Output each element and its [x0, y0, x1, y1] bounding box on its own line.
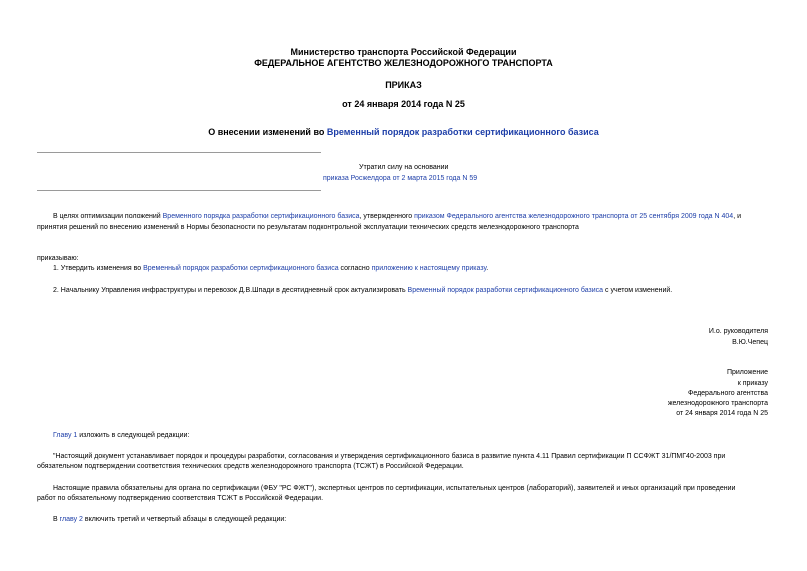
status-note-text: Утратил силу на основании	[359, 164, 449, 171]
divider-top	[37, 152, 321, 153]
order-word: приказываю:	[37, 255, 79, 262]
appendix-line-5: от 24 января 2014 года N 25	[676, 410, 768, 417]
divider-bottom	[37, 190, 321, 191]
signature-position: И.о. руководителя	[708, 328, 768, 335]
preamble-line2: принятия решений по внесению изменений в Нормы безопасности по результатам подконтрольной эксплуатации технических средств железнодорожного транспорта	[37, 224, 579, 231]
preamble-line1	[53, 213, 741, 220]
chapter1-text: изложить в следующей редакции:	[77, 432, 190, 439]
appendix-link[interactable]: приложению к настоящему приказу	[371, 265, 487, 272]
order-item-2	[53, 287, 672, 294]
item2-text-a: 2. Начальнику Управления инфраструктуры и перевозок Д.В.Шпади в десятидневный срок актуализировать	[53, 287, 408, 294]
signature-name: В.Ю.Чепец	[732, 339, 768, 346]
item1-procedure-link[interactable]: Временный порядок разработки сертификационного базиса	[143, 265, 339, 272]
chapter2-text-b: включить третий и четвертый абзацы в следующей редакции:	[82, 516, 287, 523]
temporary-procedure-link[interactable]: Временного порядка разработки сертификационного базиса	[162, 213, 360, 220]
appendix-line-3: Федерального агентства	[688, 390, 768, 397]
chapter2-text-a: В	[53, 516, 60, 523]
quote1-line2: обязательном подтверждении соответствия технических средств железнодорожного транспорта (ТСЖТ) в Российской Федерации.	[37, 463, 464, 470]
agency-name: ФЕДЕРАЛЬНОЕ АГЕНТСТВО ЖЕЛЕЗНОДОРОЖНОГО ТРАНСПОРТА	[254, 58, 553, 68]
preamble-text-b: , утвержденного	[359, 213, 415, 220]
chapter2-instruction	[53, 516, 286, 523]
title-prefix: О внесении изменений во	[208, 127, 327, 137]
repeal-order-link[interactable]: приказа Росжелдора от 2 марта 2015 года N 59	[323, 175, 478, 182]
item1-text-c: .	[486, 265, 489, 272]
chapter1-instruction	[53, 432, 189, 439]
order-item-1	[53, 265, 488, 272]
item2-procedure-link[interactable]: Временный порядок разработки сертификационного базиса	[407, 287, 604, 294]
order-404-link[interactable]: приказом Федерального агентства железнодорожного транспорта от 25 сентября 2009 года N 404	[414, 213, 734, 220]
item1-text-b: согласно	[338, 265, 372, 272]
appendix-line-2: к приказу	[737, 380, 768, 387]
chapter1-link[interactable]: Главу 1	[53, 432, 78, 439]
chapter2-link[interactable]: главу 2	[59, 516, 83, 523]
document-date: от 24 января 2014 года N 25	[342, 99, 465, 109]
appendix-line-1: Приложение	[726, 369, 768, 376]
quote1-line1: "Настоящий документ устанавливает порядок и процедуры разработки, согласования и утверждения сертификационного базиса в развитие пункта 4.11 Правил сертификации П ССФЖТ 31/ПМГ40-2003 при	[53, 453, 726, 460]
quote2-line2: работ по обязательному подтверждению соответствия ТСЖТ в Российской Федерации.	[37, 495, 324, 502]
preamble-text-a: В целях оптимизации положений	[53, 213, 163, 220]
appendix-line-4: железнодорожного транспорта	[667, 400, 768, 407]
page-title	[0, 127, 807, 137]
item2-text-b: с учетом изменений.	[603, 287, 673, 294]
item1-text-a: 1. Утвердить изменения во	[53, 265, 144, 272]
preamble-text-c: , и	[733, 213, 742, 220]
ministry-name: Министерство транспорта Российской Федерации	[290, 47, 517, 57]
quote2-line1: Настоящие правила обязательны для органа по сертификации (ФБУ "РС ФЖТ"), экспертных центров по сертификации, испытательных центров (лабораторий), заявителей и иных организаций при проведении	[53, 485, 736, 492]
title-link[interactable]: Временный порядок разработки сертификационного базиса	[326, 127, 599, 137]
document-type: ПРИКАЗ	[385, 80, 422, 90]
